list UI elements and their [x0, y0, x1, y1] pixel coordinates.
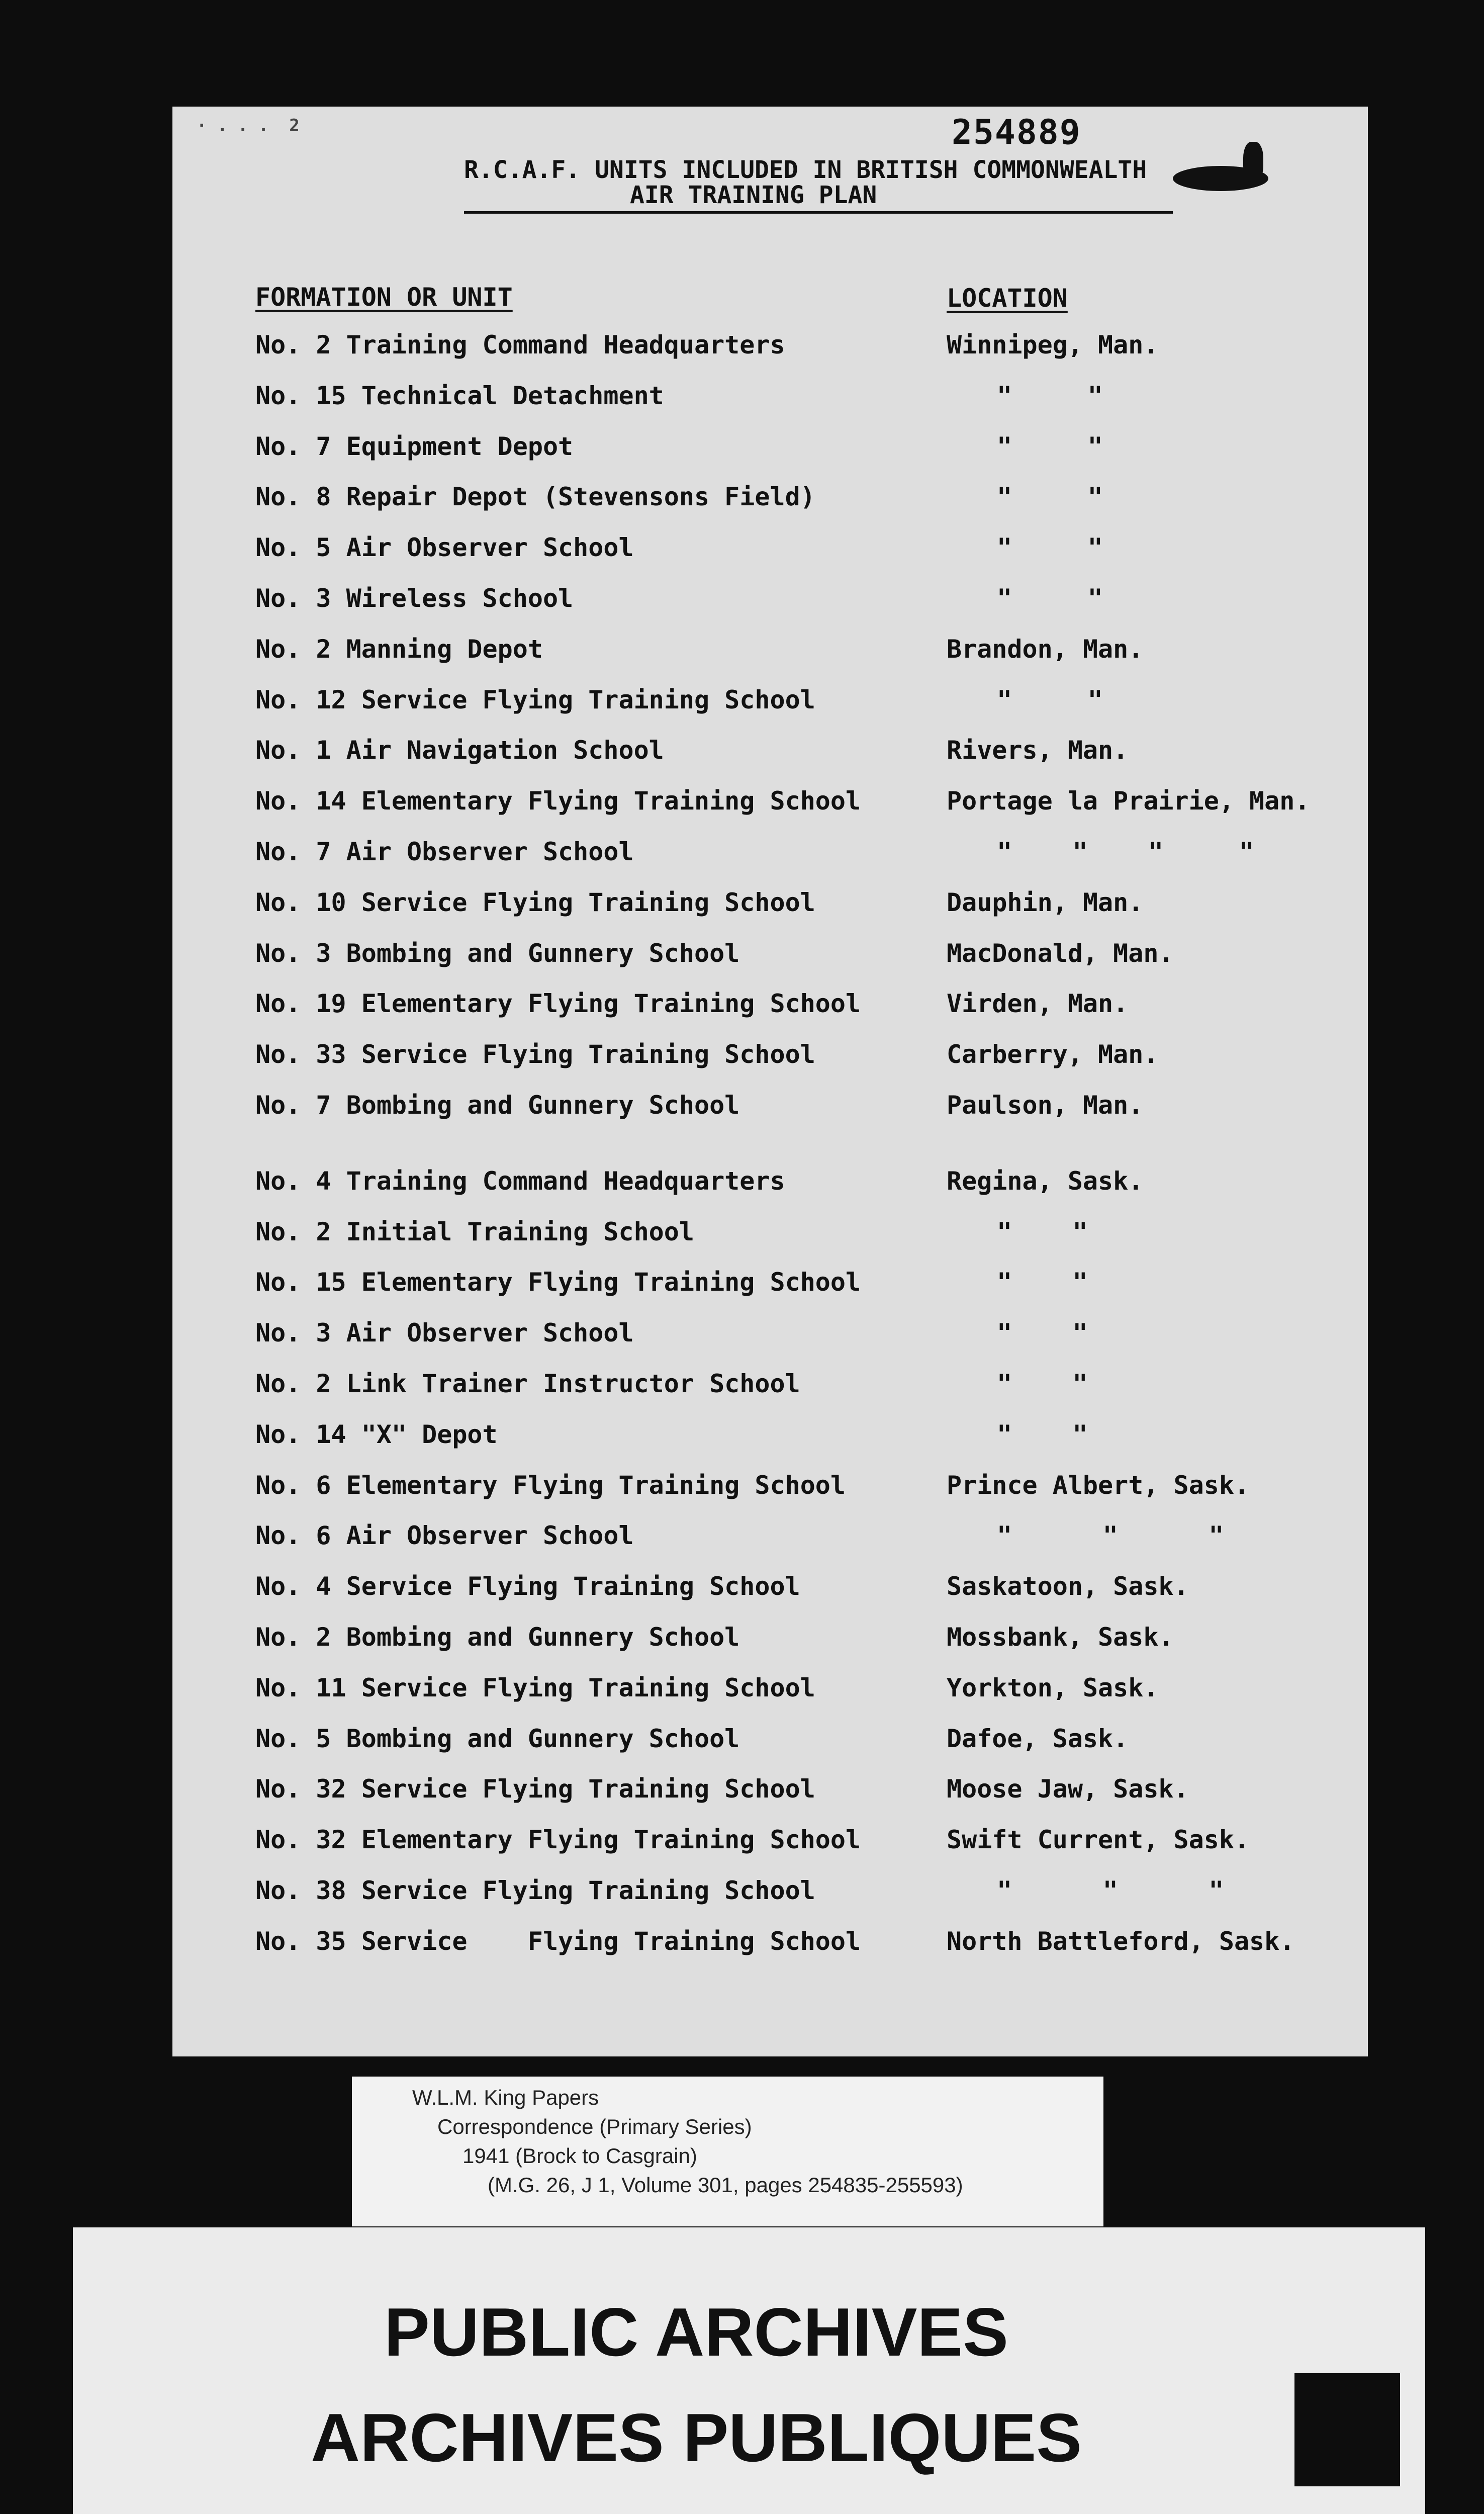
unit-location: " ": [997, 533, 1103, 563]
unit-location: " ": [997, 431, 1103, 461]
unit-name: No. 2 Link Trainer Instructor School: [255, 1369, 800, 1398]
unit-location: Mossbank, Sask.: [947, 1623, 1174, 1652]
table-row: [255, 1420, 1351, 1460]
stamp-line-2: ARCHIVES PUBLIQUES: [311, 2399, 1082, 2476]
unit-location: Dauphin, Man.: [947, 887, 1144, 917]
unit-location: Winnipeg, Man.: [947, 330, 1159, 360]
column-header-location: LOCATION: [947, 284, 1068, 313]
unit-name: No. 12 Service Flying Training School: [255, 685, 815, 714]
stamp-line-1: PUBLIC ARCHIVES: [384, 2294, 1008, 2370]
table-row: [255, 1673, 1351, 1714]
collection-label: [352, 2077, 1103, 2226]
document-number: 254889: [952, 113, 1081, 152]
document-title-line2: AIR TRAINING PLAN: [630, 181, 877, 209]
unit-location: Brandon, Man.: [947, 634, 1144, 664]
table-row: [255, 330, 1351, 371]
unit-name: No. 6 Air Observer School: [255, 1521, 634, 1551]
unit-name: No. 4 Training Command Headquarters: [255, 1166, 785, 1196]
table-row: [255, 635, 1351, 675]
table-row: [255, 1040, 1351, 1080]
table-row: [255, 1091, 1351, 1131]
unit-name: No. 8 Repair Depot (Stevensons Field): [255, 482, 815, 512]
label-line-1: W.L.M. King Papers: [412, 2086, 599, 2109]
table-row: [255, 1572, 1351, 1612]
table-row: [255, 1318, 1351, 1359]
unit-location: Paulson, Man.: [947, 1091, 1144, 1120]
unit-name: No. 38 Service Flying Training School: [255, 1876, 815, 1905]
unit-name: No. 14 "X" Depot: [255, 1419, 498, 1449]
table-row: [255, 1825, 1351, 1865]
unit-name: No. 1 Air Navigation School: [255, 736, 664, 765]
document-page: [172, 107, 1368, 2056]
table-row: [255, 1166, 1351, 1207]
unit-location: Regina, Sask.: [947, 1166, 1144, 1196]
unit-name: No. 5 Bombing and Gunnery School: [255, 1724, 740, 1753]
ink-blot-mark: [1243, 142, 1263, 182]
unit-location: Carberry, Man.: [947, 1040, 1159, 1069]
unit-location: " ": [997, 381, 1103, 410]
unit-location: Portage la Prairie, Man.: [947, 786, 1310, 816]
unit-name: No. 10 Service Flying Training School: [255, 887, 815, 917]
table-row: [255, 1927, 1351, 1967]
unit-location: Yorkton, Sask.: [947, 1673, 1159, 1702]
document-title-line1: R.C.A.F. UNITS INCLUDED IN BRITISH COMMONWEALTH: [464, 156, 1147, 184]
unit-location: Virden, Man.: [947, 989, 1129, 1019]
corner-mark: · . . . 2: [197, 116, 300, 136]
unit-name: No. 3 Wireless School: [255, 584, 574, 613]
table-row: [255, 1369, 1351, 1409]
unit-location: " ": [997, 1217, 1088, 1246]
unit-location: MacDonald, Man.: [947, 938, 1174, 968]
column-header-unit: FORMATION OR UNIT: [255, 283, 513, 312]
unit-name: No. 5 Air Observer School: [255, 533, 634, 563]
unit-name: No. 15 Elementary Flying Training School: [255, 1268, 861, 1297]
unit-location: Moose Jaw, Sask.: [947, 1774, 1189, 1804]
unit-name: No. 19 Elementary Flying Training School: [255, 989, 861, 1019]
unit-name: No. 4 Service Flying Training School: [255, 1572, 800, 1601]
table-row: [255, 685, 1351, 726]
unit-location: Swift Current, Sask.: [947, 1825, 1250, 1855]
table-row: [255, 533, 1351, 573]
table-row: [255, 736, 1351, 776]
table-row: [255, 1471, 1351, 1511]
archives-stamp: [73, 2227, 1425, 2514]
table-row: [255, 482, 1351, 522]
table-row: [255, 1623, 1351, 1663]
label-line-2: Correspondence (Primary Series): [437, 2115, 752, 2138]
unit-name: No. 2 Training Command Headquarters: [255, 330, 785, 360]
unit-location: North Battleford, Sask.: [947, 1926, 1295, 1956]
dark-square-mark: [1294, 2373, 1400, 2486]
unit-name: No. 2 Manning Depot: [255, 634, 543, 664]
table-row: [255, 1268, 1351, 1308]
unit-location: " " " ": [997, 837, 1254, 866]
table-row: [255, 1521, 1351, 1561]
unit-location: " ": [997, 1369, 1088, 1398]
unit-name: No. 2 Initial Training School: [255, 1217, 694, 1246]
unit-location: " " ": [997, 1876, 1224, 1905]
unit-location: " ": [997, 1318, 1088, 1348]
unit-name: No. 7 Bombing and Gunnery School: [255, 1091, 740, 1120]
unit-name: No. 6 Elementary Flying Training School: [255, 1470, 846, 1500]
table-row: [255, 584, 1351, 624]
unit-location: " ": [997, 1419, 1088, 1449]
unit-location: " ": [997, 482, 1103, 512]
unit-name: No. 3 Bombing and Gunnery School: [255, 938, 740, 968]
table-row: [255, 1774, 1351, 1815]
table-row: [255, 432, 1351, 472]
unit-location: " ": [997, 685, 1103, 714]
unit-location: Prince Albert, Sask.: [947, 1470, 1250, 1500]
unit-location: " " ": [997, 1521, 1224, 1551]
table-row: [255, 888, 1351, 928]
label-line-3: 1941 (Brock to Casgrain): [462, 2144, 697, 2168]
table-row: [255, 381, 1351, 421]
unit-name: No. 35 Service Flying Training School: [255, 1926, 861, 1956]
unit-location: Rivers, Man.: [947, 736, 1129, 765]
unit-name: No. 2 Bombing and Gunnery School: [255, 1623, 740, 1652]
unit-location: " ": [997, 584, 1103, 613]
unit-name: No. 7 Equipment Depot: [255, 431, 574, 461]
unit-name: No. 33 Service Flying Training School: [255, 1040, 815, 1069]
unit-name: No. 32 Elementary Flying Training School: [255, 1825, 861, 1855]
unit-name: No. 15 Technical Detachment: [255, 381, 664, 410]
unit-location: " ": [997, 1268, 1088, 1297]
label-line-4: (M.G. 26, J 1, Volume 301, pages 254835-255593): [488, 2173, 963, 2197]
unit-name: No. 14 Elementary Flying Training School: [255, 786, 861, 816]
unit-name: No. 11 Service Flying Training School: [255, 1673, 815, 1702]
unit-location: Saskatoon, Sask.: [947, 1572, 1189, 1601]
table-row: [255, 1876, 1351, 1916]
unit-name: No. 7 Air Observer School: [255, 837, 634, 866]
table-row: [255, 1217, 1351, 1258]
unit-name: No. 32 Service Flying Training School: [255, 1774, 815, 1804]
unit-name: No. 3 Air Observer School: [255, 1318, 634, 1348]
table-row: [255, 1724, 1351, 1764]
table-row: [255, 939, 1351, 979]
title-rule: [464, 211, 1173, 214]
table-row: [255, 989, 1351, 1029]
unit-location: Dafoe, Sask.: [947, 1724, 1129, 1753]
table-row: [255, 837, 1351, 877]
table-row: [255, 786, 1351, 827]
